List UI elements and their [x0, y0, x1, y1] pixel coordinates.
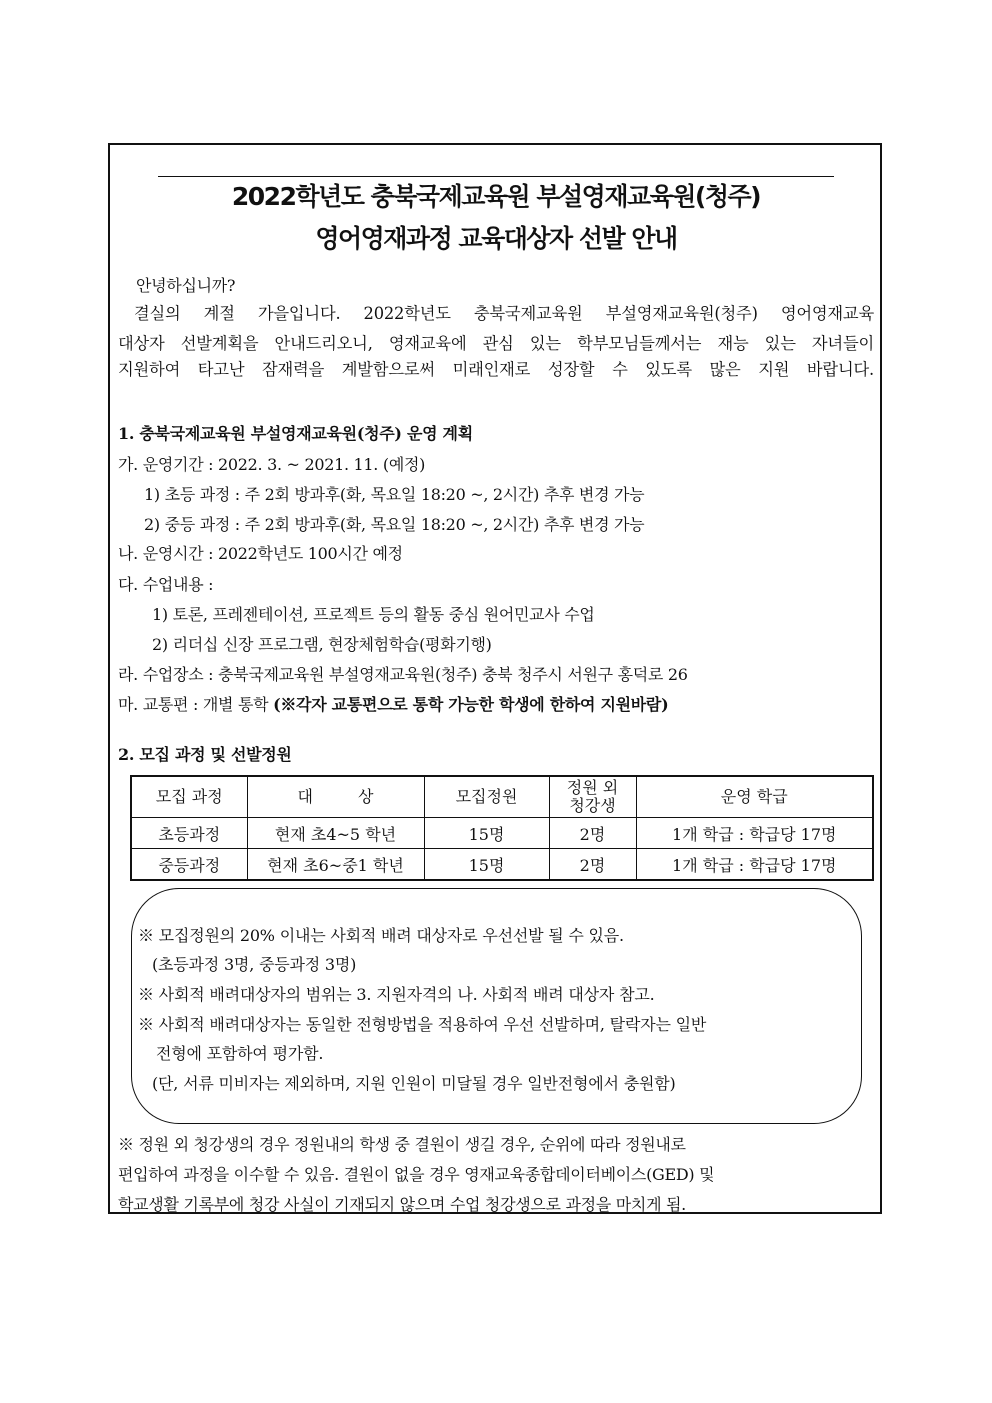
title-line-1: 2022학년도 충북국제교육원 부설영재교육원(청주) — [231, 182, 761, 211]
section1-ga-1: 1) 초등 과정 : 주 2회 방과후(화, 목요일 18:20 ~, 2시간) 추후 변경 가능 — [144, 485, 645, 504]
section1-da-1: 1) 토론, 프레젠테이션, 프로젝트 등의 활동 중심 원어민교사 수업 — [152, 605, 595, 624]
notes-box — [131, 888, 862, 1124]
table-header-row — [131, 776, 873, 818]
intro-line-3: 지원하여 타고난 잠재력을 계발함으로써 미래인재로 성장할 수 있도록 많은 지원 바랍니다. — [118, 360, 874, 379]
cell-quota: 15명 — [424, 818, 549, 849]
note-1b: (초등과정 3명, 중등과정 3명) — [152, 955, 357, 974]
cell-course: 중등과정 — [131, 849, 247, 881]
section1-ma-note: (※각자 교통편으로 통학 가능한 학생에 한하여 지원바람) — [273, 695, 669, 714]
intro-line-2: 대상자 선발계획을 안내드리오니, 영재교육에 관심 있는 학부모님들께서는 재능 있는 자녀들이 — [118, 334, 874, 353]
cell-auditors: 2명 — [549, 818, 636, 849]
header-classes: 운영 학급 — [636, 776, 873, 818]
cell-quota: 15명 — [424, 849, 549, 881]
recruit-table — [130, 775, 874, 881]
footnote-line-2: 편입하여 과정을 이수할 수 있음. 결원이 없을 경우 영재교육종합데이터베이스(GED) 및 — [118, 1165, 715, 1184]
section1-heading: 1. 충북국제교육원 부설영재교육원(청주) 운영 계획 — [118, 424, 473, 443]
document-frame — [108, 143, 882, 1214]
footnote-line-1: ※ 정원 외 청강생의 경우 정원내의 학생 중 결원이 생길 경우, 순위에 따라 정원내로 — [118, 1135, 686, 1154]
cell-classes: 1개 학급 : 학급당 17명 — [636, 849, 873, 881]
section1-ga: 가. 운영기간 : 2022. 3. ~ 2021. 11. (예정) — [118, 455, 426, 474]
section1-da: 다. 수업내용 : — [118, 575, 214, 594]
header-auditors: 정원 외 청강생 — [549, 776, 636, 818]
greeting: 안녕하십니까? — [136, 276, 236, 295]
note-3b: 전형에 포함하여 평가함. — [156, 1044, 324, 1063]
intro-line-1: 결실의 계절 가을입니다. 2022학년도 충북국제교육원 부설영재교육원(청주) 영어영재교육 — [134, 304, 874, 323]
note-3c: (단, 서류 미비자는 제외하며, 지원 인원이 미달될 경우 일반전형에서 충원함) — [152, 1074, 676, 1093]
cell-course: 초등과정 — [131, 818, 247, 849]
section1-ma-prefix: 마. 교통편 : 개별 통학 — [118, 695, 274, 714]
note-2: ※ 사회적 배려대상자의 범위는 3. 지원자격의 나. 사회적 배려 대상자 참고. — [138, 985, 655, 1004]
header-target: 대 상 — [247, 776, 424, 818]
header-course: 모집 과정 — [131, 776, 247, 818]
section1-da-2: 2) 리더십 신장 프로그램, 현장체험학습(평화기행) — [152, 635, 492, 654]
table-row — [131, 849, 873, 881]
cell-auditors: 2명 — [549, 849, 636, 881]
note-3: ※ 사회적 배려대상자는 동일한 전형방법을 적용하여 우선 선발하며, 탈락자는 일반 — [138, 1015, 707, 1034]
table-row — [131, 818, 873, 849]
section1-ga-2: 2) 중등 과정 : 주 2회 방과후(화, 목요일 18:20 ~, 2시간) 추후 변경 가능 — [144, 515, 645, 534]
title-block — [158, 176, 834, 259]
section1-ra: 라. 수업장소 : 충북국제교육원 부설영재교육원(청주) 충북 청주시 서원구 홍덕로 26 — [118, 665, 688, 684]
cell-classes: 1개 학급 : 학급당 17명 — [636, 818, 873, 849]
header-quota: 모집정원 — [424, 776, 549, 818]
section1-na: 나. 운영시간 : 2022학년도 100시간 예정 — [118, 544, 403, 563]
title-line-2: 영어영재과정 교육대상자 선발 안내 — [315, 224, 677, 253]
note-1: ※ 모집정원의 20% 이내는 사회적 배려 대상자로 우선선발 될 수 있음. — [138, 926, 624, 945]
section1-ma — [118, 690, 668, 720]
footnote-line-3: 학교생활 기록부에 청강 사실이 기재되지 않으며 수업 청강생으로 과정을 마치게 됨. — [118, 1195, 686, 1214]
cell-target: 현재 초4~5 학년 — [247, 818, 424, 849]
section2-heading: 2. 모집 과정 및 선발정원 — [118, 745, 292, 764]
cell-target: 현재 초6~중1 학년 — [247, 849, 424, 881]
